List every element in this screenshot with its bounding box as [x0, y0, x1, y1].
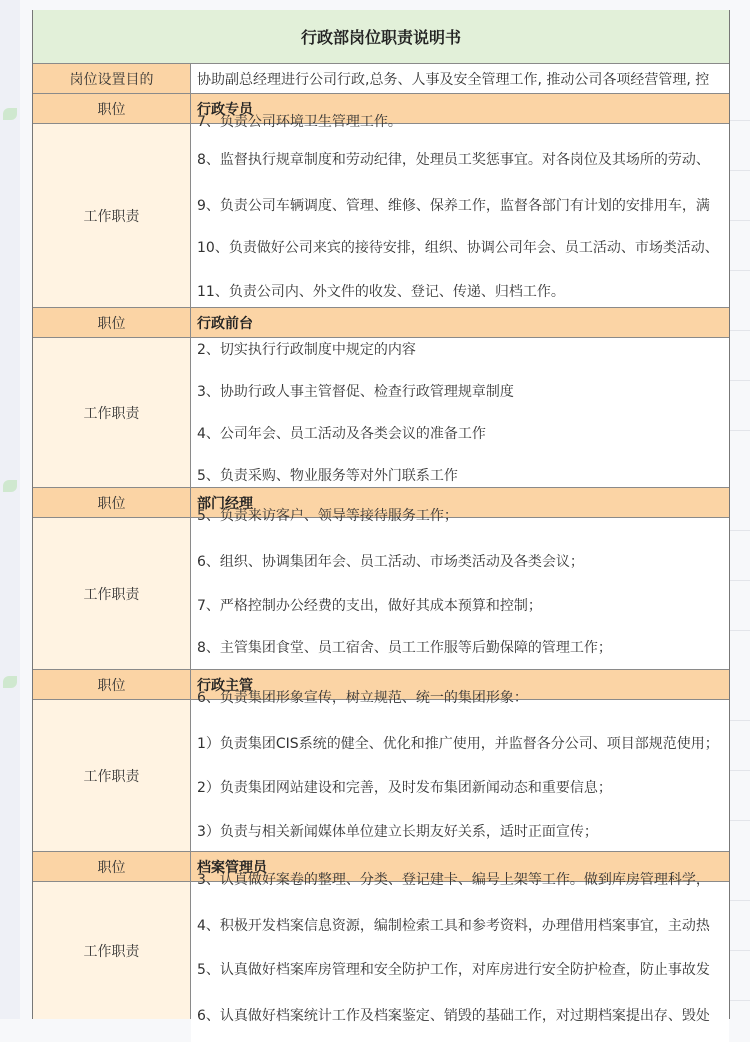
- duty-row: [33, 114, 729, 308]
- duty-line: 8、主管集团食堂、员工宿舍、员工工作服等后勤保障的管理工作；: [197, 640, 612, 656]
- grid-line: [728, 630, 750, 631]
- position-label: 职位: [33, 488, 191, 517]
- grid-line: [728, 950, 750, 951]
- duty-line: 8、监督执行规章制度和劳动纪律，处理员工奖惩事宜。对各岗位及其场所的劳动、: [197, 152, 710, 168]
- title-row: [33, 10, 729, 64]
- duty-line: 2）负责集团网站建设和完善，及时发布集团新闻动态和重要信息；: [197, 780, 612, 796]
- leaf-marker-icon: [3, 676, 17, 688]
- purpose-label: 岗位设置目的: [33, 64, 191, 93]
- position-title: 部门经理: [197, 495, 253, 512]
- position-label: 职位: [33, 670, 191, 699]
- duty-line: 1）负责集团CIS系统的健全、优化和推广使用，并监督各分公司、项目部规范使用；: [197, 736, 719, 752]
- grid-line: [728, 330, 750, 331]
- leaf-marker-icon: [3, 480, 17, 492]
- grid-line: [728, 1000, 750, 1001]
- job-description-table: [32, 10, 730, 1024]
- grid-line: [728, 820, 750, 821]
- duty-line: 6、组织、协调集团年会、员工活动、市场类活动及各类会议；: [197, 554, 584, 570]
- duty-line: 2、切实执行行政制度中规定的内容: [197, 342, 416, 358]
- duty-label: 工作职责: [33, 338, 191, 487]
- grid-line: [728, 170, 750, 171]
- grid-line: [728, 770, 750, 771]
- duty-line: 6、认真做好档案统计工作及档案鉴定、销毁的基础工作，对过期档案提出存、毁处: [197, 1008, 710, 1024]
- position-label: 职位: [33, 852, 191, 881]
- duty-line: 4、积极开发档案信息资源，编制检索工具和参考资料，办理借用档案事宜，主动热: [197, 918, 710, 934]
- purpose-row: [33, 64, 729, 94]
- duty-line: 10、负责做好公司来宾的接待安排，组织、协调公司年会、员工活动、市场类活动、: [197, 240, 719, 256]
- position-title: 行政专员: [197, 101, 253, 118]
- grid-line: [728, 270, 750, 271]
- duty-line: 5、认真做好档案库房管理和安全防护工作，对库房进行安全防护检查，防止事故发: [197, 962, 710, 978]
- grid-line: [728, 900, 750, 901]
- duty-line: 4、公司年会、员工活动及各类会议的准备工作: [197, 426, 486, 442]
- leaf-marker-icon: [3, 108, 17, 120]
- grid-line: [728, 380, 750, 381]
- position-title: 档案管理员: [197, 859, 267, 876]
- duty-line: 3、协助行政人事主管督促、检查行政管理规章制度: [197, 384, 514, 400]
- position-label: 职位: [33, 94, 191, 123]
- duty-line-partial: 5、负责来访客户、领导等接待服务工作；: [197, 508, 458, 524]
- duty-content: [191, 114, 729, 307]
- position-title: 行政前台: [197, 315, 253, 332]
- duty-label: 工作职责: [33, 124, 191, 307]
- purpose-text: 协助副总经理进行公司行政,总务、人事及安全管理工作, 推动公司各项经营管理, 控: [197, 71, 710, 88]
- grid-line: [728, 220, 750, 221]
- duty-row: [33, 872, 729, 1042]
- duty-line: 11、负责公司内、外文件的收发、登记、传递、归档工作。: [197, 284, 565, 300]
- duty-label: 工作职责: [33, 700, 191, 851]
- duty-row: [33, 690, 729, 852]
- grid-line: [728, 720, 750, 721]
- duty-line-partial: 7、负责公司环境卫生管理工作。: [197, 114, 402, 130]
- duty-line: 9、负责公司车辆调度、管理、维修、保养工作，监督各部门有计划的安排用车，满: [197, 198, 710, 214]
- document-title: 行政部岗位职责说明书: [300, 28, 461, 47]
- duty-content: [191, 338, 729, 487]
- duty-line-partial: 6、负责集团形象宣传，树立规范、统一的集团形象：: [197, 690, 528, 706]
- position-label: 职位: [33, 308, 191, 337]
- duty-row: [33, 338, 729, 488]
- grid-line: [728, 430, 750, 431]
- duty-line: 5、负责采购、物业服务等对外门联系工作: [197, 468, 458, 484]
- duty-row: [33, 508, 729, 670]
- duty-content: [191, 690, 729, 851]
- left-margin-strip: [0, 0, 20, 1019]
- grid-line: [728, 580, 750, 581]
- position-row: [33, 308, 729, 338]
- grid-line: [728, 530, 750, 531]
- duty-content: [191, 872, 729, 1042]
- position-title: 行政主管: [197, 677, 253, 694]
- duty-line-partial: 3、认真做好案卷的整理、分类、登记建卡、编号上架等工作。做到库房管理科学，: [197, 872, 710, 888]
- duty-line: 7、严格控制办公经费的支出，做好其成本预算和控制；: [197, 598, 542, 614]
- grid-line: [728, 120, 750, 121]
- duty-label: 工作职责: [33, 882, 191, 1019]
- duty-content: [191, 508, 729, 669]
- duty-line: 3）负责与相关新闻媒体单位建立长期友好关系，适时正面宣传；: [197, 824, 598, 840]
- duty-label: 工作职责: [33, 518, 191, 669]
